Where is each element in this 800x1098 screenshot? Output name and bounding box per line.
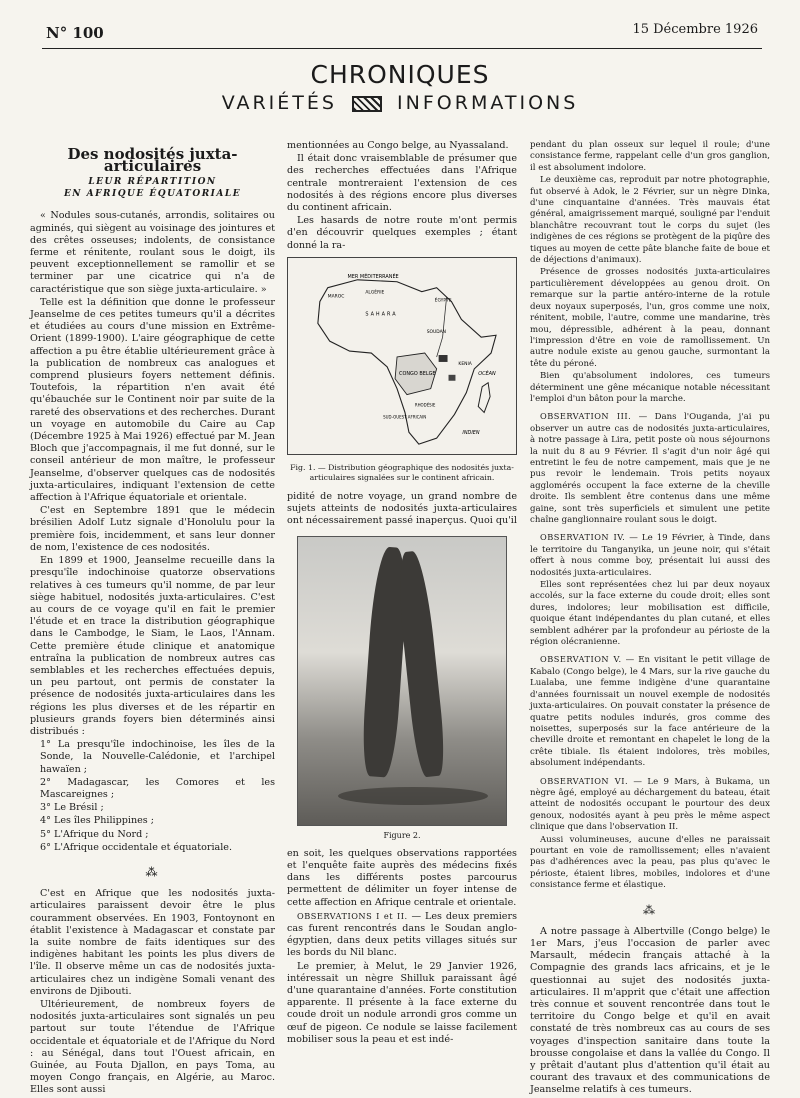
paragraph: Ultérieurement, de nombreux foyers de nodosités juxta-articulaires sont signalés un peu partout sur toute l'étendue de l'Afrique occidentale et équatoriale et de l'Afrique du Nord : au Sénégal, dans tout l'Ouest africain, en Guinée, au Fouta Djallon, en pays Toma, au moyen Congo français, en Algérie, au Maroc. Elles sont aussi <box>30 999 275 1096</box>
paragraph: Aussi volumineuses, aucune d'elles ne paraissait pourtant en voie de ramollissement; elles n'avaient pas d'adhérences avec la peau, pas plus qu'avec le périoste, étaient libres, mobiles, indolores et d'une consistance ferme et élastique. <box>530 834 770 891</box>
photo-figure <box>394 550 447 778</box>
observation <box>530 776 770 834</box>
map-label: RHODÉSIE <box>414 402 436 408</box>
paragraph: A notre passage à Albertville (Congo belge) le 1er Mars, j'eus l'occasion de parler avec Marsault, médecin français attaché à la Compagnie des grands lacs africains, et je le questionnai au sujet des nodosités juxta-articulaires. Il m'apprit que c'était une affection très connue et souvent rencontrée dans tout le territoire du Congo belge et qu'il en avait constaté de très nombreux cas au cours de ses voyages d'inspection sanitaire dans toute la brousse congolaise et dans la vallée du Congo. Il y prêtait d'autant plus d'attention qu'il était au courant des travaux et des communications de Jeanselme relatifs à ces tumeurs. <box>530 925 770 1096</box>
map-label: SOUDAN <box>426 330 447 336</box>
list-item: 1° La presqu'île indochinoise, les îles de la Sonde, la Nouvelle-Calédonie, et l'archipel hawaïen ; <box>40 739 275 775</box>
observation-text: — Le 19 Février, à Tinde, dans le territoire du Tanganyika, un jeune noir, qui s'était offert à nous comme boy, présentait lui aussi des nodosités juxta-articulaires. <box>530 533 770 578</box>
observation <box>530 411 770 526</box>
observation-text: — En visitant le petit village de Kabalo (Congo belge), le 4 Mars, sur la rive gauche du Lualaba, une femme indigène d'une quarantaine d'années fournissait un nouvel exemple de nodosités juxta-articulaires. On pouvait constater la présence de quatre petits nodules indurés, gros comme des noisettes, superposés sur la face antérieure de la cheville droite et remontant en chapelet le long de la crête tibiale. Ils étaient indolores, très mobiles, absolument indépendants. <box>530 655 771 769</box>
map-label: CONGO BELGE <box>399 370 436 377</box>
map-label: ALGÉRIE <box>365 290 385 296</box>
column-1 <box>30 140 275 1098</box>
observation <box>530 532 770 579</box>
foci-list <box>30 739 275 854</box>
issue-number: N° 100 <box>46 24 104 42</box>
observation-heading: OBSERVATION IV. <box>540 532 626 543</box>
paragraph: Le deuxième cas, reproduit par notre photographie, fut observé à Adok, le 2 Février, sur un nègre Dinka, d'une cinquantaine d'années. Très mauvais état général, amaigrissement marqué, souligné par l'enduit blanchâtre recouvrant tout le corps du sujet (les indigènes de ces régions se protègent de la piqûre des tiques au moyen de cette pâte blanche faite de boue et de déjections d'animaux). <box>530 175 770 266</box>
map-label: MER MÉDITERRANÉE <box>347 273 399 280</box>
madagascar <box>478 383 490 413</box>
focus-mark <box>449 375 456 381</box>
issue-date: 15 Décembre 1926 <box>632 22 758 37</box>
map-label: SUD-OUEST AFRICAIN <box>383 414 427 420</box>
paragraph: en soit, les quelques observations rapportées et l'enquête faite auprès des médecins fixés dans les différents postes parcourus permettent de délimiter un foyer intense de cette affection en Afrique centrale et orientale. <box>287 847 517 908</box>
paragraph: pidité de notre voyage, un grand nombre de sujets atteints de nodosités juxta-articulaires ont nécessairement passé inaperçus. Quoi qu'il <box>287 491 517 527</box>
figure-2-caption: Figure 2. <box>383 830 421 840</box>
observation-heading: OBSERVATION V. <box>540 654 622 665</box>
patient-photo <box>297 536 507 826</box>
list-item: 2° Madagascar, les Comores et les Mascareignes ; <box>40 776 275 800</box>
figure-1-caption: Fig. 1. — Distribution géographique des nodosités juxta-articulaires signalées sur le continent africain. <box>290 463 514 483</box>
paragraph: Il était donc vraisemblable de présumer que des recherches effectuées dans l'Afrique centrale montreraient l'extension de ces nodosités à des régions encore plus diverses du continent africain. <box>287 153 517 214</box>
list-item: 5° L'Afrique du Nord ; <box>40 828 149 840</box>
observation-text: — Le 9 Mars, à Bukama, un nègre âgé, employé au déchargement du bateau, était atteint de nodosités occupant le pourtour des deux genoux, nodosités ayant à peu près le même aspect clinique que dans l'observation II. <box>530 776 770 833</box>
section-title: CHRONIQUES <box>310 60 490 89</box>
list-item: 3° Le Brésil ; <box>40 802 104 814</box>
map-label: OCÉAN <box>478 370 496 377</box>
article-subtitle-line1: LEUR RÉPARTITION <box>88 177 217 188</box>
observation-heading: OBSERVATION VI. <box>540 775 629 786</box>
paragraph: C'est en Septembre 1891 que le médecin brésilien Adolf Lutz signale d'Honolulu pour la première fois, incidemment, et sans leur donner de nom, l'existence de ces nodosités. <box>30 505 275 553</box>
paragraph: Le premier, à Melut, le 29 Janvier 1926, intéressait un nègre Shilluk paraissant âgé d'une quarantaine d'années. Forte constitution apparente. Il présente à la face externe du coude droit un nodule arrondi gros comme un œuf de pigeon. Ce nodule se laisse facilement mobiliser sous la peau et est indé- <box>287 960 517 1045</box>
header-rule <box>42 48 762 49</box>
paragraph: mentionnées au Congo belge, au Nyassaland. <box>287 140 509 151</box>
photo-shadow <box>338 787 488 805</box>
focus-mark <box>439 355 448 362</box>
section-title-right: INFORMATIONS <box>397 92 579 114</box>
paragraph: Bien qu'absolument indolores, ces tumeurs déterminent une gêne mécanique notable nécessitant l'emploi d'un bâton pour la marche. <box>530 371 770 404</box>
observation-heading: OBSERVATION III. <box>540 411 632 422</box>
article-title: Des nodosités juxta-articulaires <box>67 145 238 176</box>
africa-map <box>287 257 517 455</box>
map-label: SAHARA <box>365 311 398 318</box>
map-label: ÉGYPTE <box>434 298 452 304</box>
column-3 <box>530 140 770 1098</box>
paragraph: Telle est la définition que donne le professeur Jeanselme de ces petites tumeurs qu'il a décrites et étudiées au cours d'une mission en Extrême-Orient (1899-1900). L'aire géographique de cette affection a pu être établie ultérieurement grâce à la publication de nombreux cas analogues et comprend plusieurs foyers nettement définis. Toutefois, la répartition n'en avait été qu'ébauchée sur le Continent noir par suite de la rareté des observations et des recherches. Durant un voyage en automobile du Caire au Cap (Décembre 1925 à Mai 1926) effectué par M. Jean Bloch que j'accompagnais, il me fut donné, sur le conseil antérieur de mon maître, le professeur Jeanselme, d'observer quelques cas de nodosités juxta-articulaires, indiquant l'extension de cette affection à l'Afrique équatoriale et orientale. <box>30 296 275 504</box>
paragraph: « Nodules sous-cutanés, arrondis, solitaires ou agminés, qui siègent au voisinage des jointures et des crêtes osseuses; indolents, de consistance ferme et rénitente, roulant sous le doigt, ils peuvent exceptionnellement se ramollir et se terminer par une cicatrice qui n'a de caractéristique que son siège juxta-articulaire. » <box>30 210 275 295</box>
map-label: MAROC <box>327 294 345 300</box>
observation <box>530 654 770 769</box>
column-2 <box>287 140 517 1047</box>
list-item: 4° Les îles Philippines ; <box>40 815 155 827</box>
article-subtitle <box>30 176 275 200</box>
observation-heading: OBSERVATIONS I et II. <box>297 910 408 921</box>
ornament-icon <box>352 96 382 112</box>
observation-text: — Les deux premiers cas furent rencontrés dans le Soudan anglo-égyptien, dans deux petits villages situés sur les bords du Nil blanc. <box>287 910 517 959</box>
map-label: KENIA <box>458 361 472 367</box>
section-separator: ⁂ <box>643 902 657 917</box>
paragraph: En 1899 et 1900, Jeanselme recueille dans la presqu'île indochinoise quatorze observations relatives à ces tumeurs qu'il nomme, de par leur siège habituel, nodosités juxta-articulaires. C'est au cours de ce voyage qu'il en fait le premier l'étude et en trace la distribution géographique dans le Cambodge, le Siam, le Laos, l'Annam. Cette première étude clinique et anatomique entraîna la publication de nombreux autres cas semblables et les recherches effectuées depuis, un peu partout, ont permis de constater la présence de nodosités juxta-articulaires dans les régions les plus diverses et de les répartir en plusieurs grands foyers bien déterminés ainsi distribués : <box>30 555 275 737</box>
paragraph: Elles sont représentées chez lui par deux noyaux accolés, sur la face externe du coude droit; elles sont dures, indolores; leur mobilisation est difficile, quoique étant indépendantes du plan cutané, et elles semblent adhérer par la profondeur au périoste de la région olécranienne. <box>530 580 770 648</box>
section-subtitle <box>0 92 800 114</box>
paragraph: Les hasards de notre route m'ont permis d'en découvrir quelques exemples ; étant donné la ra- <box>287 215 517 251</box>
section-title-left: VARIÉTÉS <box>221 92 337 114</box>
list-item: 6° L'Afrique occidentale et équatoriale. <box>40 841 233 853</box>
paragraph: Présence de grosses nodosités juxta-articulaires particulièrement développées au genou droit. On remarque sur la partie antéro-interne de la rotule deux noyaux superposés, l'un, gros comme une noix, rénitent, mobile, l'autre, comme une mandarine, très mou, dépressible, adhérent à la peau, donnant l'impression d'être en voie de ramollissement. Un autre nodule existe au genou gauche, surmontant la tête du péroné. <box>530 267 770 369</box>
paragraph: C'est en Afrique que les nodosités juxta-articulaires paraissent devoir être le plus couramment observées. En 1903, Fontoynont en établit l'existence à Madagascar et constate par la suite nombre de faits identiques sur des indigènes habitant les points les plus divers de l'île. Il observe même un cas de nodosités juxta-articulaires chez un indigène Somali venant des environs de Djibouti. <box>30 888 275 997</box>
observation <box>287 910 517 960</box>
article-subtitle-line2: EN AFRIQUE ÉQUATORIALE <box>63 189 242 200</box>
section-separator: ⁂ <box>145 864 160 879</box>
paragraph: pendant du plan osseux sur lequel il roule; d'une consistance ferme, rappelant celle d'un gros ganglion, il est absolument indolore. <box>530 140 770 173</box>
observation-text: — Dans l'Ouganda, j'ai pu observer un autre cas de nodosités juxta-articulaires, à notre passage à Lira, petit poste où nous séjournons la nuit du 8 au 9 Février. Il s'agit d'un noir âgé qui entretint le feu de notre campement, mais que je ne pus revoir le lendemain. Trois petits noyaux agglomérés occupent la face externe de la cheville droite. Ils semblent être contenus dans une même gaine, sont très superficiels et simulent une petite chaîne ganglionnaire roulant sous le doigt. <box>530 412 770 525</box>
map-label: INDIEN <box>462 430 480 437</box>
